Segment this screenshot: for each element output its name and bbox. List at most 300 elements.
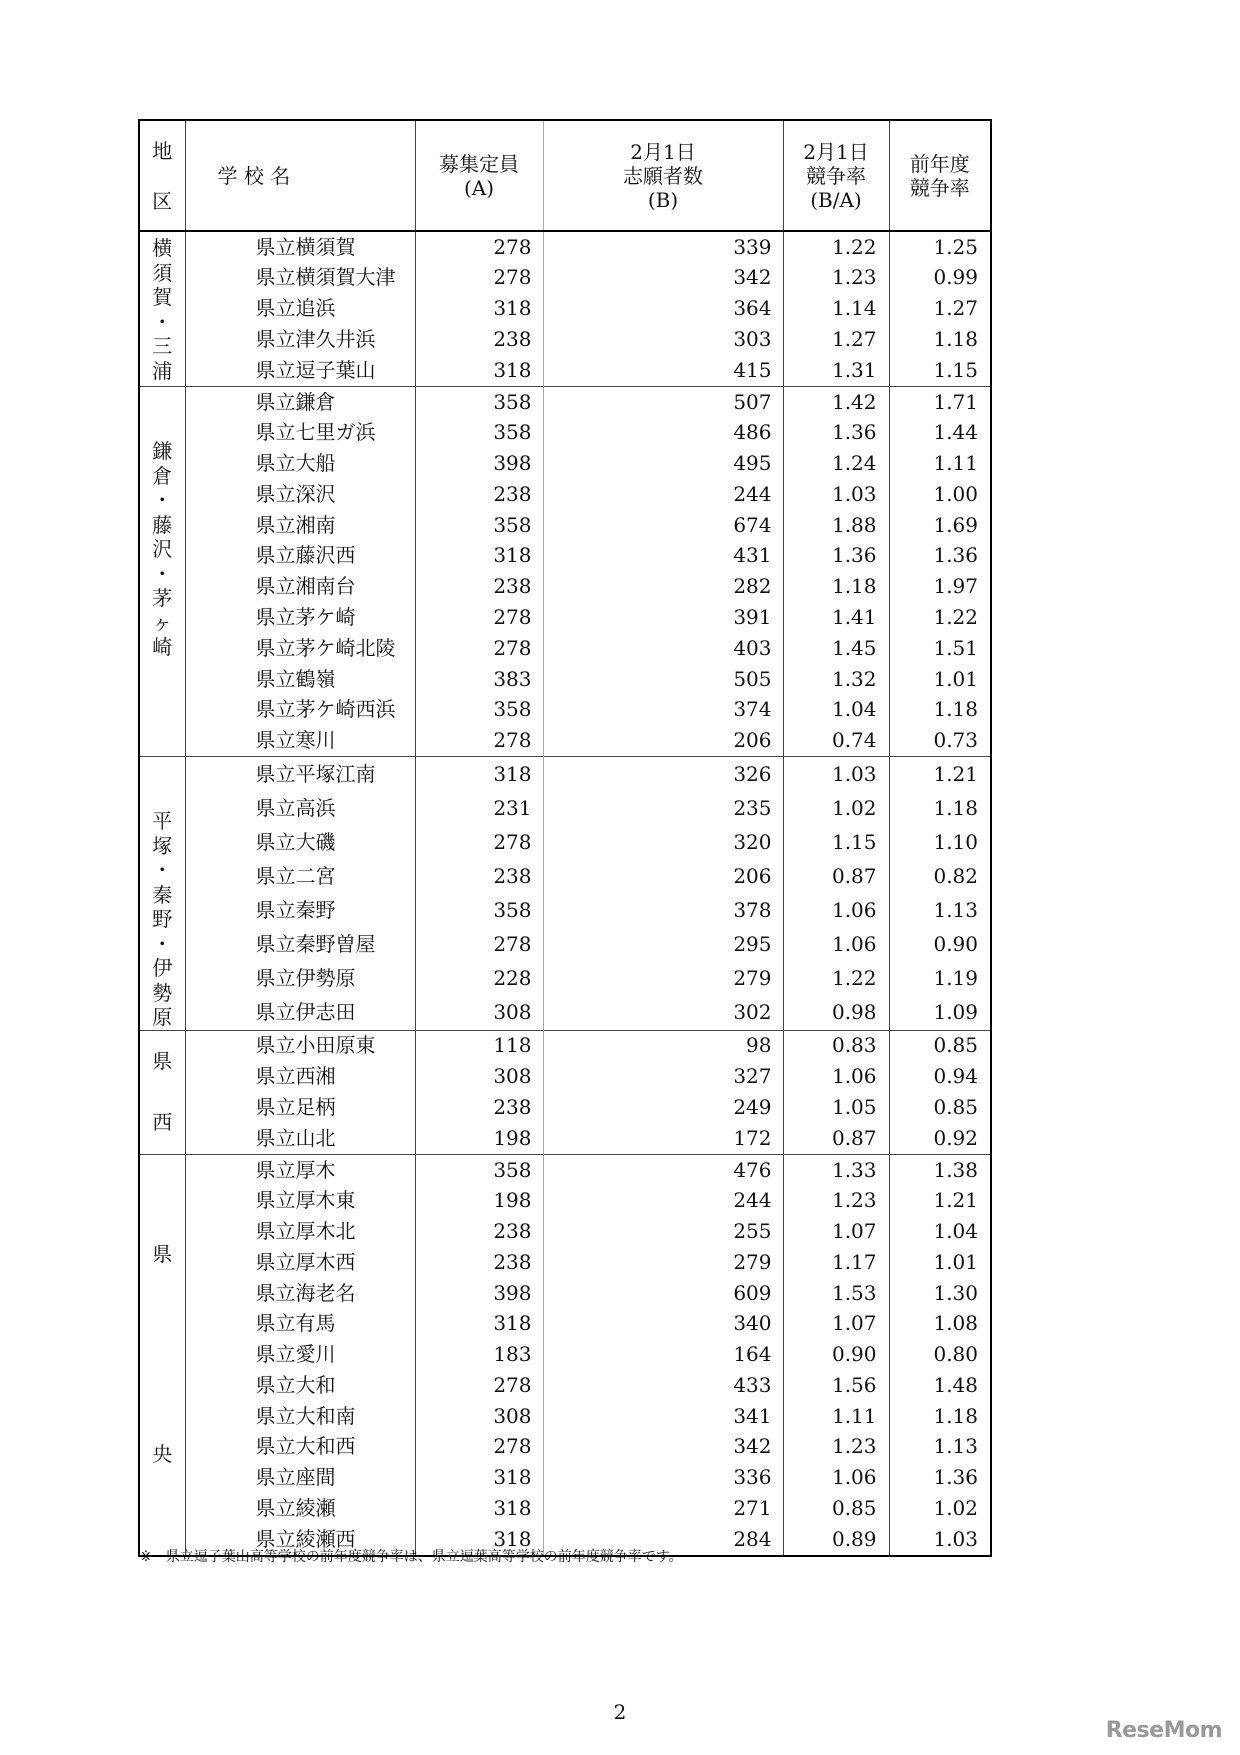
header-applicants-line2: 志願者数	[623, 163, 703, 188]
ratio-value: 1.17	[783, 1247, 889, 1278]
school-name: 県立大磯	[255, 829, 336, 854]
applicants-value: 320	[543, 826, 783, 860]
prev-ratio-value: 1.48	[933, 1372, 978, 1397]
applicants-value: 279	[543, 962, 783, 996]
applicants-value: 303	[543, 324, 783, 355]
region-block	[139, 1030, 991, 1154]
table-row	[139, 1155, 991, 1186]
page-number: 2	[613, 1700, 627, 1724]
header-district-top: 地	[152, 138, 173, 163]
applicants-value: 284	[543, 1524, 783, 1556]
capacity-value: 318	[415, 757, 543, 792]
capacity-value: 278	[415, 633, 543, 664]
admissions-table	[138, 119, 992, 1557]
prev-ratio-value: 1.11	[933, 451, 978, 476]
district-char: 茅	[152, 586, 173, 611]
district-char: 西	[152, 1110, 173, 1135]
district-char: ・	[152, 561, 173, 586]
district-char: 原	[152, 1005, 173, 1030]
prev-ratio-value: 1.19	[933, 965, 978, 990]
prev-ratio-value: 1.97	[933, 574, 978, 599]
prev-ratio-value: 1.69	[933, 512, 978, 537]
applicants-value: 206	[543, 725, 783, 756]
ratio-value: 1.02	[783, 792, 889, 826]
header-ratio-line2: 競争率	[806, 163, 866, 188]
district-char: 平	[152, 809, 173, 834]
table-row	[139, 1278, 991, 1309]
ratio-value: 0.87	[783, 1123, 889, 1154]
table-row	[139, 1401, 991, 1432]
prev-ratio-value: 1.36	[933, 543, 978, 568]
school-name: 県立逗子葉山	[255, 357, 376, 382]
capacity-value: 238	[415, 860, 543, 894]
ratio-value: 1.07	[783, 1217, 889, 1248]
applicants-value: 279	[543, 1247, 783, 1278]
capacity-value: 318	[415, 1524, 543, 1556]
school-name: 県立茅ケ崎北陵	[255, 635, 396, 660]
school-name: 県立津久井浜	[255, 326, 376, 351]
ratio-value: 0.89	[783, 1524, 889, 1556]
district-char: 伊	[152, 956, 173, 981]
prev-ratio-value: 1.09	[933, 999, 978, 1024]
prev-ratio-value: 1.04	[933, 1219, 978, 1244]
capacity-value: 228	[415, 962, 543, 996]
capacity-value: 358	[415, 894, 543, 928]
ratio-value: 1.14	[783, 294, 889, 325]
applicants-value: 403	[543, 633, 783, 664]
ratio-value: 1.33	[783, 1155, 889, 1186]
district-char: 鎌	[152, 439, 173, 464]
district-label	[139, 1155, 185, 1557]
capacity-value: 278	[415, 602, 543, 633]
ratio-value: 1.07	[783, 1309, 889, 1340]
district-char: 崎	[152, 635, 173, 660]
prev-ratio-value: 1.36	[933, 1465, 978, 1490]
prev-ratio-value: 1.01	[933, 666, 978, 691]
school-name: 県立秦野	[255, 897, 336, 922]
prev-ratio-value: 1.01	[933, 1249, 978, 1274]
ratio-value: 1.32	[783, 664, 889, 695]
applicants-value: 486	[543, 418, 783, 449]
capacity-value: 318	[415, 1493, 543, 1524]
prev-ratio-value: 1.02	[933, 1495, 978, 1520]
applicants-value: 609	[543, 1278, 783, 1309]
school-name: 県立大和南	[255, 1403, 356, 1428]
ratio-value: 1.41	[783, 602, 889, 633]
prev-ratio-value: 1.13	[933, 897, 978, 922]
school-name: 県立湘南台	[255, 574, 356, 599]
ratio-value: 0.74	[783, 725, 889, 756]
district-char: 須	[152, 260, 173, 285]
footnote: ※ 県立逗子葉山高等学校の前年度競争率は、県立逗葉高等学校の前年度競争率です。	[140, 1549, 683, 1565]
capacity-value: 358	[415, 387, 543, 418]
capacity-value: 238	[415, 479, 543, 510]
prev-ratio-value: 1.71	[933, 389, 978, 414]
capacity-value: 278	[415, 263, 543, 294]
table-header	[139, 120, 991, 231]
district-char: ・	[152, 488, 173, 513]
school-name: 県立有馬	[255, 1311, 336, 1336]
table-row	[139, 387, 991, 418]
ratio-value: 1.31	[783, 355, 889, 386]
table-row	[139, 355, 991, 386]
table-row	[139, 1432, 991, 1463]
capacity-value: 318	[415, 541, 543, 572]
ratio-value: 1.23	[783, 1432, 889, 1463]
prev-ratio-value: 1.08	[933, 1311, 978, 1336]
applicants-value: 235	[543, 792, 783, 826]
school-name: 県立大和西	[255, 1434, 356, 1459]
header-ratio-line1: 2月1日	[803, 139, 869, 164]
prev-ratio-value: 1.30	[933, 1280, 978, 1305]
prev-ratio-value: 1.22	[933, 605, 978, 629]
school-name: 県立山北	[255, 1125, 336, 1150]
table-row	[139, 1123, 991, 1154]
applicants-value: 342	[543, 1432, 783, 1463]
header-prev-line2: 競争率	[909, 175, 970, 200]
table-row	[139, 1340, 991, 1371]
applicants-value: 507	[543, 387, 783, 418]
prev-ratio-value: 0.80	[933, 1342, 978, 1367]
capacity-value: 318	[415, 355, 543, 386]
prev-ratio-value: 0.90	[933, 931, 978, 956]
ratio-value: 1.24	[783, 449, 889, 480]
ratio-value: 1.06	[783, 1062, 889, 1093]
table-row	[139, 725, 991, 756]
header-capacity-line1: 募集定員	[439, 151, 519, 176]
school-name: 県立厚木西	[255, 1249, 356, 1274]
district-char: ・	[152, 931, 173, 956]
prev-ratio-value: 1.03	[933, 1526, 978, 1551]
school-name: 県立高浜	[255, 795, 336, 820]
district-char: ・	[152, 858, 173, 883]
ratio-value: 1.23	[783, 1186, 889, 1217]
capacity-value: 238	[415, 1217, 543, 1248]
capacity-value: 398	[415, 449, 543, 480]
capacity-value: 278	[415, 826, 543, 860]
ratio-value: 1.22	[783, 962, 889, 996]
region-block	[139, 1155, 991, 1557]
school-name: 県立平塚江南	[255, 761, 376, 786]
district-char: 倉	[152, 463, 173, 488]
school-name: 県立湘南	[255, 512, 336, 537]
applicants-value: 326	[543, 757, 783, 792]
ratio-value: 1.22	[783, 231, 889, 263]
school-name: 県立愛川	[255, 1342, 336, 1367]
header-applicants-line3: (B)	[647, 187, 679, 212]
capacity-value: 238	[415, 572, 543, 603]
header-ratio	[783, 120, 889, 231]
capacity-value: 358	[415, 418, 543, 449]
capacity-value: 198	[415, 1123, 543, 1154]
school-name: 県立茅ケ崎西浜	[255, 697, 396, 722]
district-char: 藤	[152, 512, 173, 537]
region-block	[139, 231, 991, 387]
ratio-value: 1.11	[783, 1401, 889, 1432]
applicants-value: 415	[543, 355, 783, 386]
school-name: 県立七里ガ浜	[255, 420, 376, 445]
header-ratio-line3: (B/A)	[810, 187, 862, 212]
header-prev-ratio	[889, 120, 991, 231]
table-row	[139, 418, 991, 449]
school-name: 県立大和	[255, 1372, 336, 1397]
header-school-name	[185, 120, 415, 231]
prev-ratio-value: 0.99	[933, 265, 978, 290]
capacity-value: 358	[415, 1155, 543, 1186]
school-name: 県立厚木	[255, 1157, 336, 1182]
district-char: 央	[152, 1442, 173, 1467]
applicants-value: 327	[543, 1062, 783, 1093]
ratio-value: 1.45	[783, 633, 889, 664]
ratio-value: 1.15	[783, 826, 889, 860]
ratio-value: 0.83	[783, 1030, 889, 1061]
ratio-value: 1.18	[783, 572, 889, 603]
district-char: 浦	[152, 358, 173, 383]
district-char: 賀	[152, 285, 173, 309]
ratio-value: 0.98	[783, 996, 889, 1031]
table-row	[139, 1217, 991, 1248]
applicants-value: 339	[543, 231, 783, 263]
prev-ratio-value: 0.94	[933, 1064, 978, 1089]
capacity-value: 318	[415, 1309, 543, 1340]
applicants-value: 341	[543, 1401, 783, 1432]
table-row	[139, 1030, 991, 1061]
table-row	[139, 1186, 991, 1217]
district-char: 塚	[152, 833, 173, 858]
watermark-logo: ReseMom	[1105, 1718, 1222, 1743]
capacity-value: 318	[415, 1463, 543, 1494]
table-row	[139, 757, 991, 792]
prev-ratio-value: 1.44	[933, 420, 978, 445]
applicants-value: 336	[543, 1463, 783, 1494]
capacity-value: 308	[415, 1062, 543, 1093]
applicants-value: 374	[543, 695, 783, 726]
ratio-value: 1.06	[783, 894, 889, 928]
school-name: 県立追浜	[255, 296, 336, 321]
applicants-value: 98	[543, 1030, 783, 1061]
district-label	[139, 231, 185, 387]
district-label	[139, 1030, 185, 1154]
prev-ratio-value: 1.18	[933, 326, 978, 351]
applicants-value: 244	[543, 479, 783, 510]
capacity-value: 238	[415, 324, 543, 355]
prev-ratio-value: 1.18	[933, 1403, 978, 1428]
capacity-value: 238	[415, 1247, 543, 1278]
table-row	[139, 1092, 991, 1123]
region-block	[139, 387, 991, 757]
ratio-value: 1.53	[783, 1278, 889, 1309]
prev-ratio-value: 1.15	[933, 357, 978, 382]
table-row	[139, 602, 991, 633]
prev-ratio-value: 1.13	[933, 1434, 978, 1459]
district-char: 沢	[152, 537, 173, 562]
capacity-value: 278	[415, 231, 543, 263]
ratio-value: 1.36	[783, 541, 889, 572]
header-prev-line1: 前年度	[909, 151, 970, 176]
applicants-value: 340	[543, 1309, 783, 1340]
prev-ratio-value: 1.10	[933, 829, 978, 854]
table-row	[139, 996, 991, 1031]
capacity-value: 278	[415, 1432, 543, 1463]
capacity-value: 358	[415, 510, 543, 541]
district-char: 横	[152, 236, 173, 260]
table-row	[139, 479, 991, 510]
table-row	[139, 894, 991, 928]
school-name: 県立伊志田	[255, 999, 356, 1024]
school-name: 県立秦野曽屋	[255, 931, 376, 956]
table-row	[139, 792, 991, 826]
capacity-value: 383	[415, 664, 543, 695]
ratio-value: 1.56	[783, 1370, 889, 1401]
district-char: 秦	[152, 882, 173, 907]
applicants-value: 433	[543, 1370, 783, 1401]
ratio-value: 1.88	[783, 510, 889, 541]
prev-ratio-value: 1.38	[933, 1157, 978, 1182]
table-row	[139, 1062, 991, 1093]
ratio-value: 1.36	[783, 418, 889, 449]
school-name: 県立寒川	[255, 728, 336, 753]
prev-ratio-value: 1.18	[933, 697, 978, 722]
prev-ratio-value: 0.85	[933, 1033, 978, 1058]
district-char: 三	[152, 334, 173, 358]
table-row	[139, 695, 991, 726]
prev-ratio-value: 0.92	[933, 1125, 978, 1150]
capacity-value: 308	[415, 996, 543, 1031]
ratio-value: 1.04	[783, 695, 889, 726]
school-name: 県立座間	[255, 1465, 336, 1490]
prev-ratio-value: 1.27	[933, 296, 978, 321]
capacity-value: 308	[415, 1401, 543, 1432]
prev-ratio-value: 1.51	[933, 635, 978, 660]
table-row	[139, 324, 991, 355]
table-row	[139, 1463, 991, 1494]
header-district-bottom: 区	[152, 188, 173, 213]
school-name: 県立茅ケ崎	[255, 605, 356, 629]
school-name: 県立大船	[255, 451, 336, 476]
applicants-value: 391	[543, 602, 783, 633]
capacity-value: 278	[415, 1370, 543, 1401]
table-row	[139, 449, 991, 480]
table-row	[139, 263, 991, 294]
table-row	[139, 664, 991, 695]
table-row	[139, 572, 991, 603]
ratio-value: 1.42	[783, 387, 889, 418]
applicants-value: 476	[543, 1155, 783, 1186]
ratio-value: 1.06	[783, 1463, 889, 1494]
applicants-value: 295	[543, 928, 783, 962]
table-row	[139, 294, 991, 325]
school-name: 県立深沢	[255, 481, 336, 506]
applicants-value: 244	[543, 1186, 783, 1217]
applicants-value: 495	[543, 449, 783, 480]
header-capacity-line2: (A)	[463, 175, 495, 200]
district-label	[139, 387, 185, 757]
applicants-value: 364	[543, 294, 783, 325]
capacity-value: 318	[415, 294, 543, 325]
applicants-value: 674	[543, 510, 783, 541]
school-name: 県立藤沢西	[255, 543, 356, 568]
ratio-value: 1.05	[783, 1092, 889, 1123]
prev-ratio-value: 0.82	[933, 863, 978, 888]
applicants-value: 431	[543, 541, 783, 572]
district-char: 野	[152, 907, 173, 932]
header-school-name-label: 学 校 名	[217, 163, 291, 188]
table-row	[139, 1309, 991, 1340]
header-applicants-line1: 2月1日	[630, 139, 696, 164]
applicants-value: 172	[543, 1123, 783, 1154]
district-char: 勢	[152, 980, 173, 1005]
capacity-value: 118	[415, 1030, 543, 1061]
school-name: 県立厚木東	[255, 1188, 356, 1213]
school-name: 県立鶴嶺	[255, 666, 336, 691]
capacity-value: 358	[415, 695, 543, 726]
capacity-value: 231	[415, 792, 543, 826]
header-applicants	[543, 120, 783, 231]
ratio-value: 1.27	[783, 324, 889, 355]
header-capacity	[415, 120, 543, 231]
table-row	[139, 1247, 991, 1278]
table-row	[139, 1370, 991, 1401]
school-name: 県立横須賀大津	[255, 265, 396, 290]
prev-ratio-value: 1.00	[933, 481, 978, 506]
school-name: 県立海老名	[255, 1280, 356, 1305]
prev-ratio-value: 1.25	[933, 234, 978, 259]
school-name: 県立伊勢原	[255, 965, 356, 990]
school-name: 県立西湘	[255, 1064, 336, 1089]
ratio-value: 1.03	[783, 479, 889, 510]
applicants-value: 271	[543, 1493, 783, 1524]
table-row	[139, 510, 991, 541]
ratio-value: 1.03	[783, 757, 889, 792]
region-block	[139, 757, 991, 1031]
applicants-value: 505	[543, 664, 783, 695]
table-row	[139, 541, 991, 572]
school-name: 県立綾瀬	[255, 1495, 336, 1520]
capacity-value: 278	[415, 725, 543, 756]
capacity-value: 183	[415, 1340, 543, 1371]
applicants-value: 378	[543, 894, 783, 928]
prev-ratio-value: 1.21	[933, 761, 978, 786]
district-char: ヶ	[152, 610, 173, 635]
ratio-value: 1.23	[783, 263, 889, 294]
table-row	[139, 826, 991, 860]
school-name: 県立足柄	[255, 1095, 336, 1119]
district-char: ・	[152, 309, 173, 334]
school-name: 県立横須賀	[255, 234, 356, 259]
prev-ratio-value: 1.21	[933, 1188, 978, 1213]
ratio-value: 0.87	[783, 860, 889, 894]
school-name: 県立鎌倉	[255, 389, 336, 414]
prev-ratio-value: 1.18	[933, 795, 978, 820]
capacity-value: 198	[415, 1186, 543, 1217]
school-name: 県立綾瀬西	[255, 1526, 356, 1551]
district-char: 県	[152, 1242, 173, 1267]
capacity-value: 278	[415, 928, 543, 962]
school-name: 県立厚木北	[255, 1219, 356, 1244]
ratio-value: 0.85	[783, 1493, 889, 1524]
table-row	[139, 928, 991, 962]
table-row	[139, 1493, 991, 1524]
district-label	[139, 757, 185, 1031]
capacity-value: 398	[415, 1278, 543, 1309]
applicants-value: 249	[543, 1092, 783, 1123]
table-row	[139, 962, 991, 996]
school-name: 県立二宮	[255, 863, 336, 888]
applicants-value: 206	[543, 860, 783, 894]
prev-ratio-value: 0.73	[933, 728, 978, 753]
applicants-value: 302	[543, 996, 783, 1031]
district-char: 県	[152, 1048, 173, 1073]
